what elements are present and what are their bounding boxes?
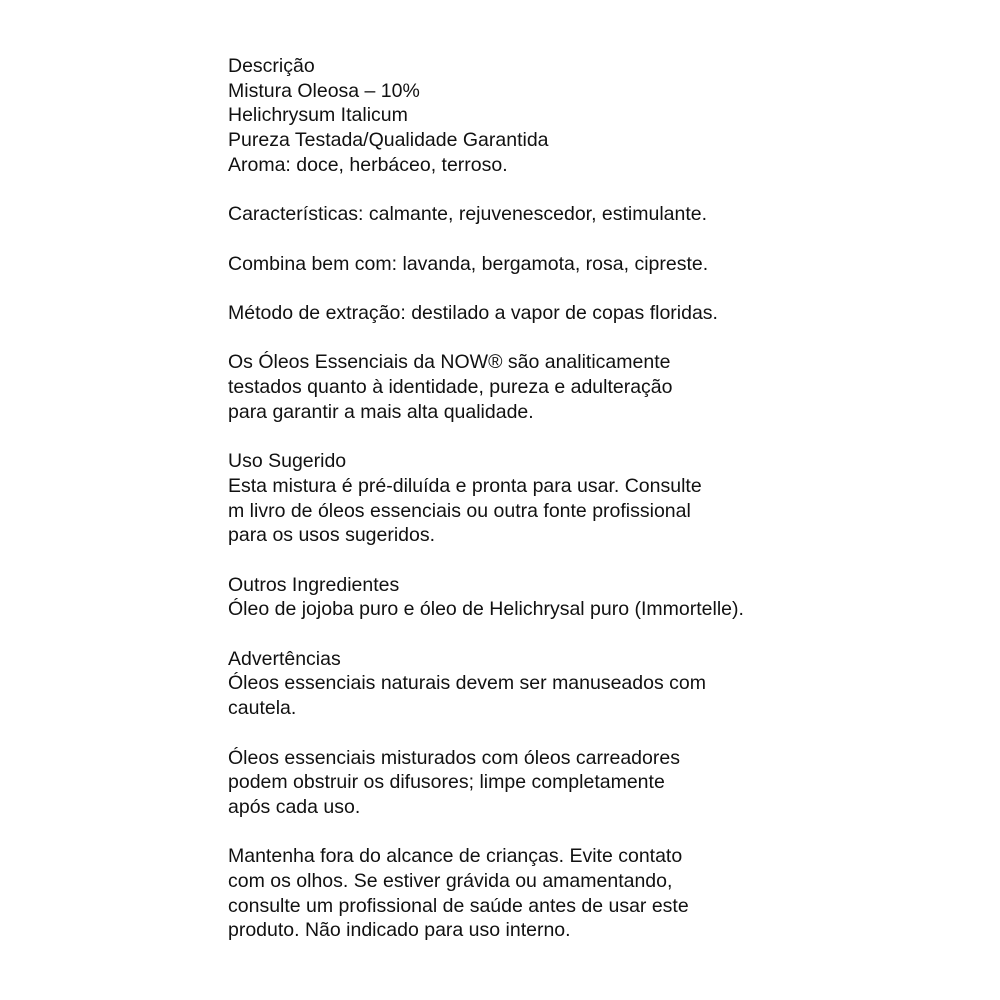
combines-section (228, 252, 848, 277)
suggested-use-section (228, 449, 848, 548)
diffusers-line: após cada uso. (228, 795, 361, 818)
product-info-document (228, 54, 848, 968)
keep-away-line: produto. Não indicado para uso interno. (228, 919, 571, 942)
warnings-line: Óleos essenciais naturais devem ser manuseados com (228, 672, 706, 695)
aroma-text: Aroma: doce, herbáceo, terroso. (228, 153, 508, 176)
diffusers-section (228, 746, 848, 820)
combines-text: Combina bem com: lavanda, bergamota, rosa, cipreste. (228, 252, 709, 275)
warnings-line: cautela. (228, 697, 297, 720)
warnings-heading: Advertências (228, 647, 341, 670)
now-oils-line: Os Óleos Essenciais da NOW® são analiticamente (228, 351, 671, 374)
suggested-use-line: Esta mistura é pré-diluída e pronta para usar. Consulte (228, 474, 702, 497)
suggested-use-line: para os usos sugeridos. (228, 524, 436, 547)
keep-away-line: consulte um profissional de saúde antes de usar este (228, 894, 689, 917)
diffusers-line: Óleos essenciais misturados com óleos carreadores (228, 746, 680, 769)
other-ingredients-text: Óleo de jojoba puro e óleo de Helichrysal puro (Immortelle). (228, 598, 744, 621)
keep-away-section (228, 844, 848, 943)
extraction-section (228, 301, 848, 326)
suggested-use-heading: Uso Sugerido (228, 450, 347, 473)
product-species: Helichrysum Italicum (228, 104, 408, 127)
description-heading: Descrição (228, 55, 315, 77)
now-oils-line: para garantir a mais alta qualidade. (228, 400, 534, 423)
characteristics-section (228, 202, 848, 227)
keep-away-line: Mantenha fora do alcance de crianças. Evite contato (228, 845, 683, 868)
description-section (228, 54, 848, 178)
extraction-text: Método de extração: destilado a vapor de copas floridas. (228, 301, 718, 324)
diffusers-line: podem obstruir os difusores; limpe completamente (228, 771, 665, 794)
warnings-section (228, 647, 848, 721)
other-ingredients-section (228, 573, 848, 622)
suggested-use-line: m livro de óleos essenciais ou outra fonte profissional (228, 499, 691, 522)
keep-away-line: com os olhos. Se estiver grávida ou amamentando, (228, 870, 673, 893)
now-oils-section (228, 350, 848, 424)
characteristics-text: Características: calmante, rejuvenescedor, estimulante. (228, 203, 708, 226)
now-oils-line: testados quanto à identidade, pureza e adulteração (228, 376, 673, 399)
product-blend: Mistura Oleosa – 10% (228, 79, 420, 102)
other-ingredients-heading: Outros Ingredientes (228, 573, 400, 596)
purity-statement: Pureza Testada/Qualidade Garantida (228, 129, 549, 152)
